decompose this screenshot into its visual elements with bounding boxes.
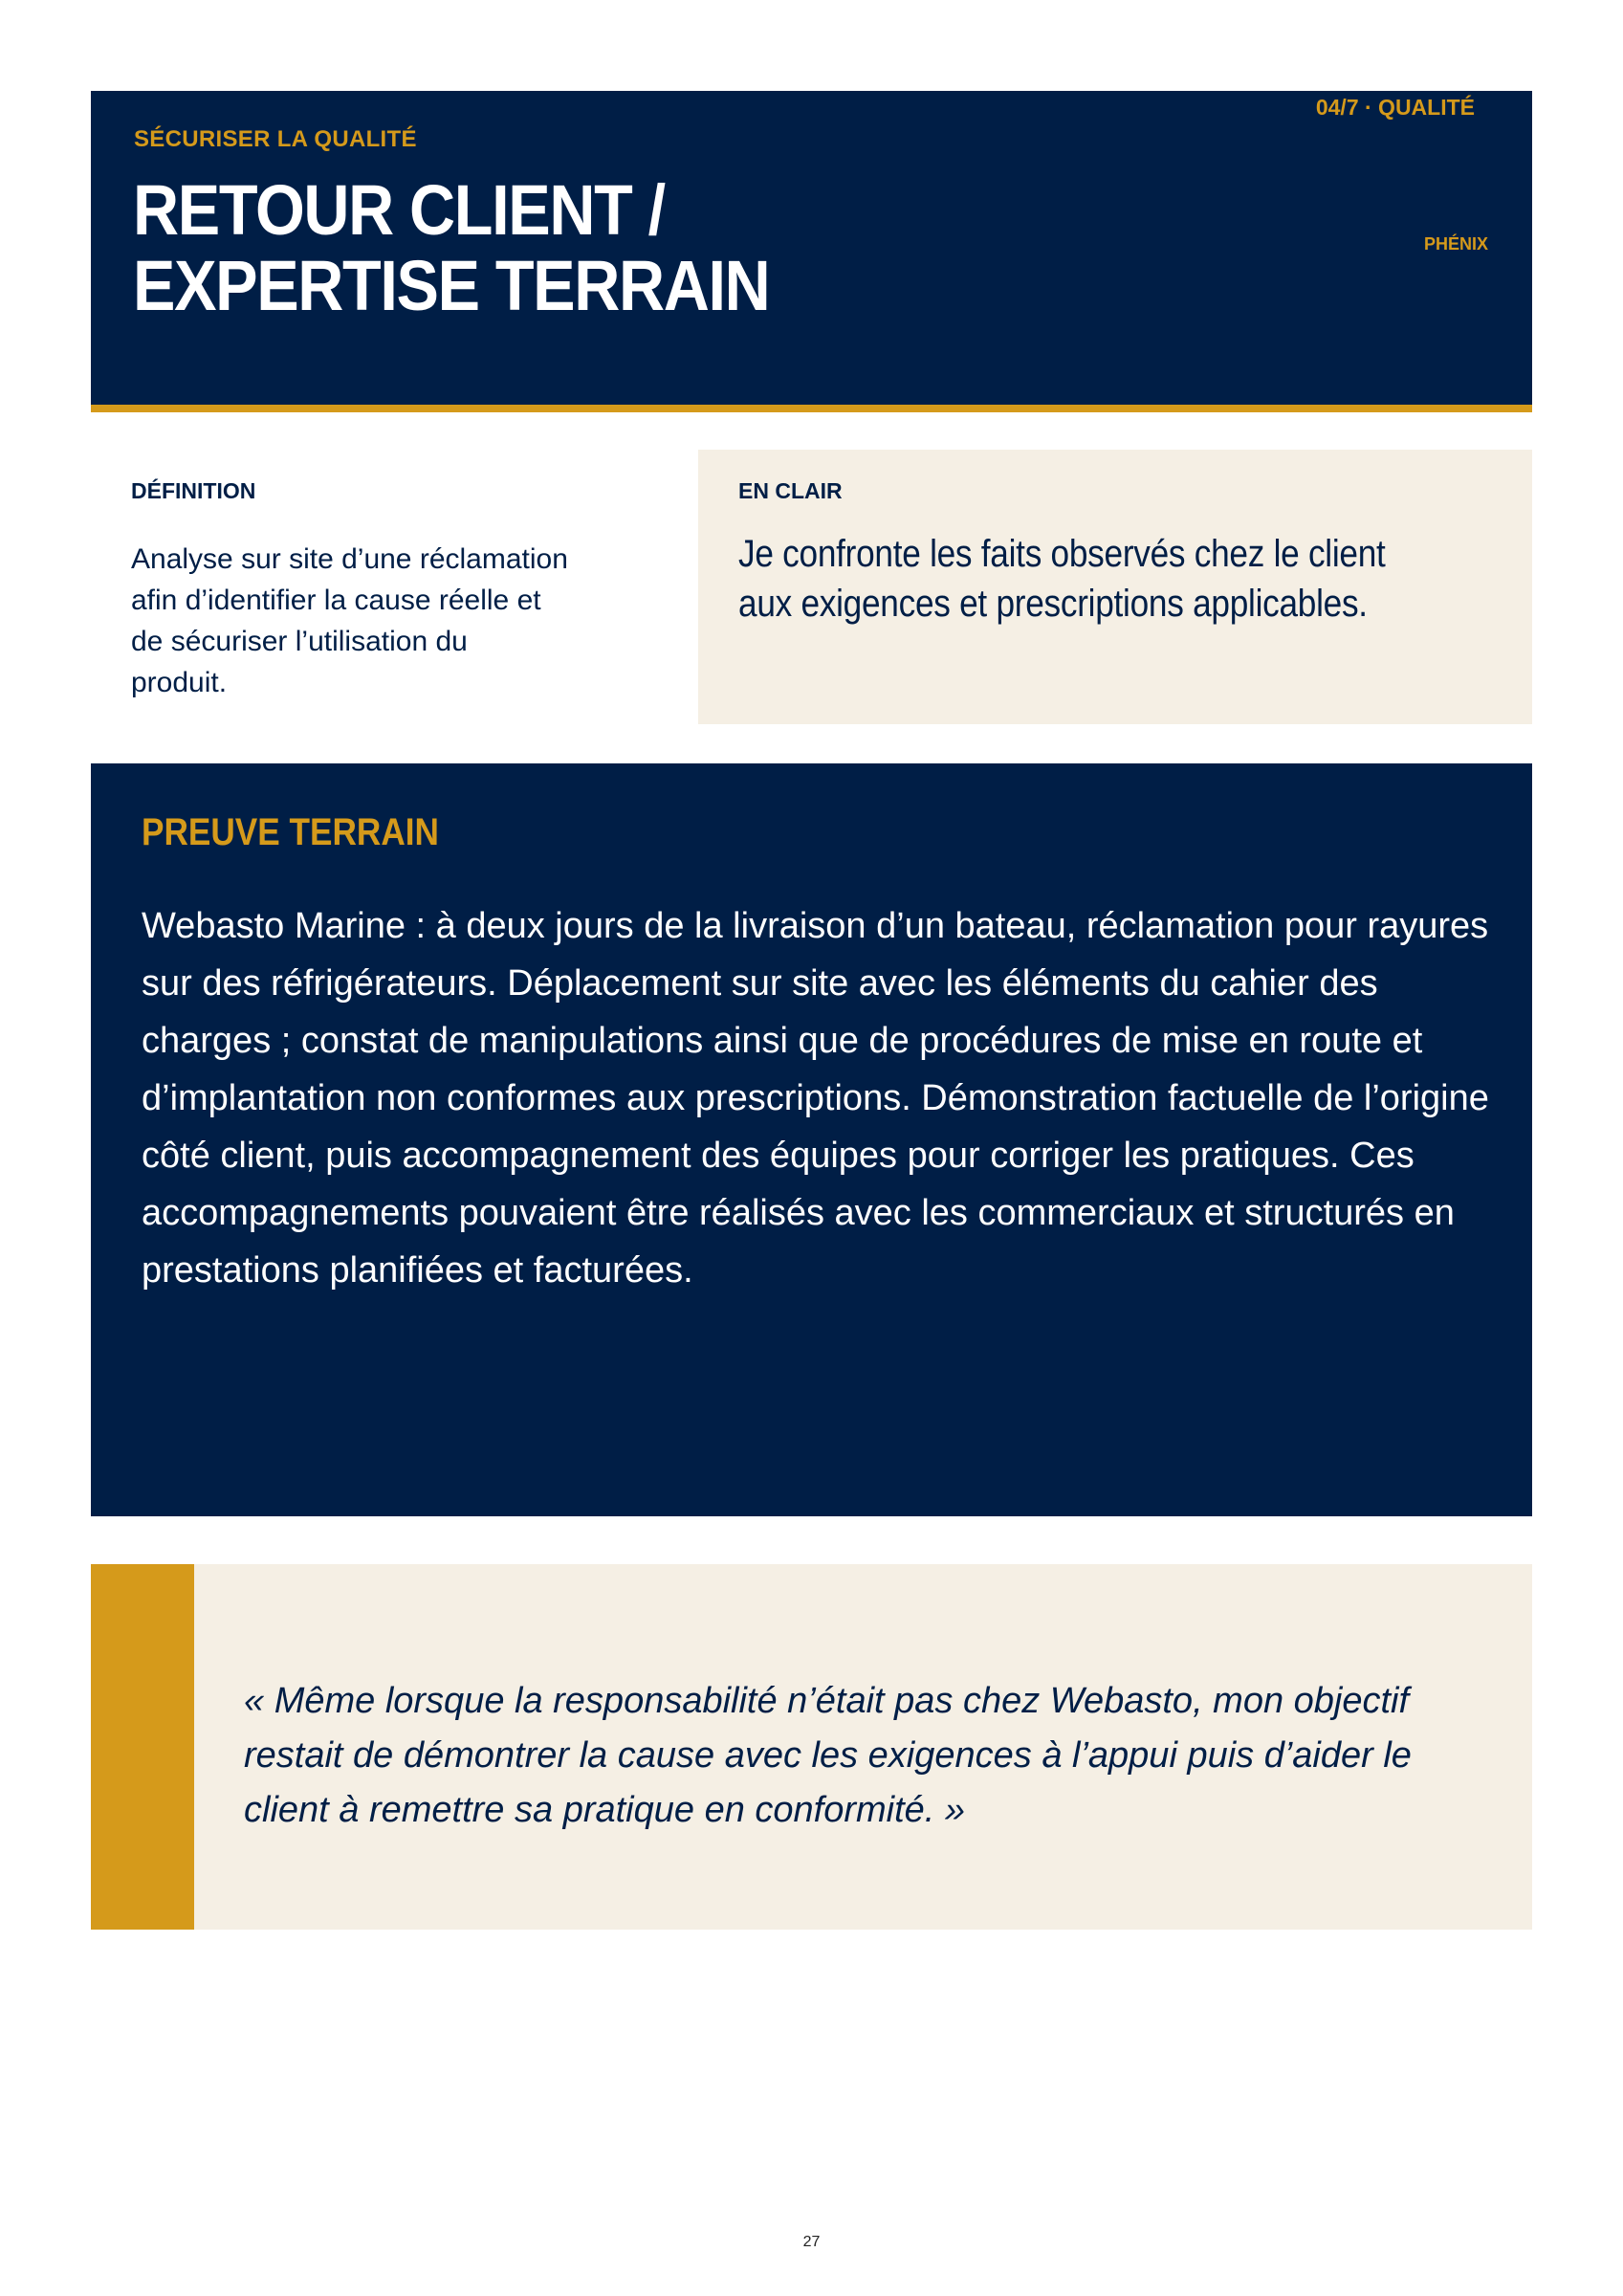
quote-box [91, 1564, 1532, 1930]
brand-label: PHÉNIX [1423, 234, 1488, 254]
header-divider [91, 405, 1532, 412]
en-clair-label: EN CLAIR [738, 478, 843, 503]
page-title-line-2: EXPERTISE TERRAIN [133, 246, 770, 325]
definition-label: DÉFINITION [131, 478, 256, 503]
page-title [133, 172, 769, 323]
quote-accent-bar [91, 1564, 194, 1930]
quote-text: « Même lorsque la responsabilité n’était pas chez Webasto, mon objectif restait de démontrer la cause avec les exigences à l’appui puis d’aider le client à remettre sa pratique en conformité. » [244, 1681, 1412, 1830]
page-number: 27 [802, 2234, 821, 2250]
en-clair-text: Je confronte les faits observés chez le client aux exigences et prescriptions applicables. [738, 533, 1386, 625]
proof-title: PREUVE TERRAIN [142, 811, 439, 853]
proof-panel [91, 763, 1532, 1516]
en-clair-box [698, 450, 1532, 724]
page-tag: 04/7 · QUALITÉ [1315, 95, 1475, 120]
page-title-line-1: RETOUR CLIENT / [133, 170, 665, 250]
header-banner [91, 91, 1532, 405]
definition-text: Analyse sur site d’une réclamation afin d’identifier la cause réelle et de sécuriser l’utilisation du produit. [131, 543, 568, 698]
section-eyebrow: SÉCURISER LA QUALITÉ [134, 126, 417, 152]
definition-block [131, 478, 571, 703]
proof-text: Webasto Marine : à deux jours de la livraison d’un bateau, réclamation pour rayures sur des réfrigérateurs. Déplacement sur site avec les éléments du cahier des charges ; constat de manipulations ainsi que de procédures de mise en route et d’implantation non conformes aux prescriptions. Démonstration factuelle de l’origine côté client, puis accompagnement des équipes pour corriger les pratiques. Ces accompagnements pouvaient être réalisés avec les commerciaux et structurés en prestations planifiées et facturées. [142, 906, 1489, 1291]
